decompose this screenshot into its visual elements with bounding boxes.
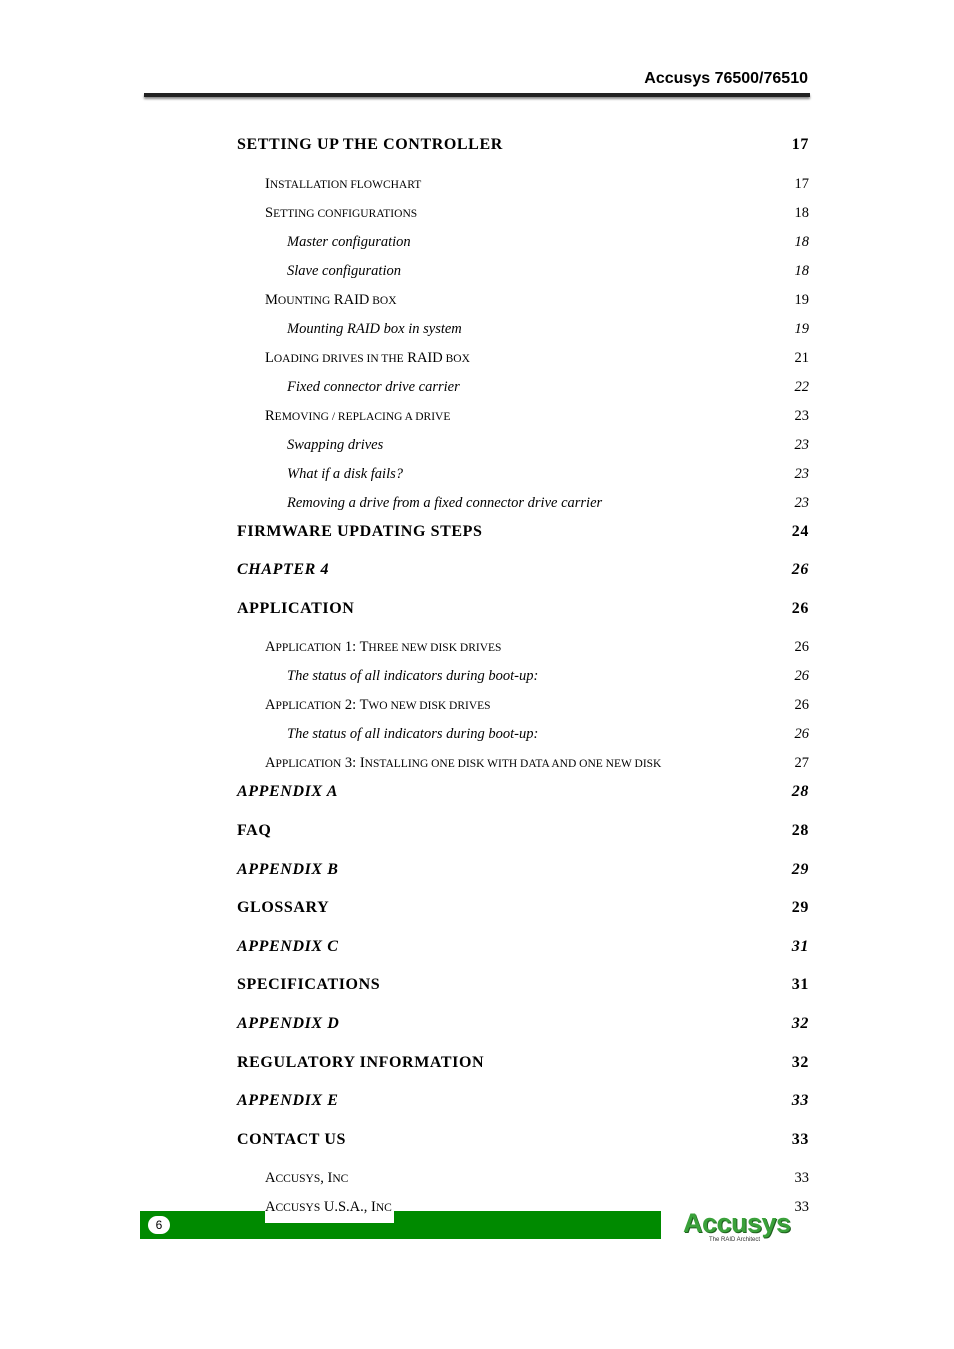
toc-entry-title	[287, 489, 604, 518]
toc-entry[interactable]	[237, 170, 809, 199]
toc-entry-title	[237, 131, 505, 159]
toc-entry[interactable]	[237, 489, 809, 518]
toc-page-number: 29	[791, 856, 809, 884]
toc-entry-title	[237, 1010, 341, 1038]
toc-entry-text: RAID	[330, 291, 370, 308]
toc-entry-text: FAQ	[237, 821, 272, 839]
toc-entry-title	[265, 170, 423, 200]
toc-entry-title	[287, 662, 540, 691]
table-of-contents	[237, 131, 809, 1222]
toc-entry-text: SPECIFICATIONS	[237, 976, 381, 994]
footer-bar	[140, 1211, 661, 1239]
toc-entry[interactable]	[237, 856, 809, 895]
toc-entry-text: RAID	[403, 349, 443, 366]
toc-entry-smallcaps: NC	[332, 1173, 349, 1186]
toc-entry-smallcaps: BOX	[369, 294, 397, 307]
page-number: 6	[148, 1216, 170, 1234]
toc-entry-title	[265, 1164, 350, 1194]
toc-entry-title	[287, 720, 540, 749]
toc-page-number: 18	[794, 199, 810, 228]
toc-entry[interactable]	[237, 373, 809, 402]
toc-page-number: 33	[791, 1087, 809, 1115]
toc-entry[interactable]	[237, 1126, 809, 1165]
toc-page-number: 33	[794, 1164, 810, 1193]
toc-entry-title	[237, 894, 331, 922]
toc-page-number: 18	[794, 257, 810, 286]
toc-entry-title	[237, 856, 341, 884]
toc-entry-smallcaps: CCUSYS	[275, 1202, 321, 1215]
toc-entry-text: APPLICATION	[237, 599, 355, 617]
toc-entry-title	[287, 373, 462, 402]
toc-entry-text: 2: T	[341, 697, 369, 714]
toc-page-number: 29	[791, 894, 809, 922]
toc-entry[interactable]	[237, 228, 809, 257]
toc-entry[interactable]	[237, 1010, 809, 1049]
toc-entry-text: CHAPTER 4	[237, 561, 330, 579]
toc-entry-text: REGULATORY INFORMATION	[237, 1053, 485, 1071]
toc-entry-initial: A	[265, 755, 276, 772]
toc-entry-text: APPENDIX C	[237, 937, 339, 955]
toc-entry[interactable]	[237, 778, 809, 817]
toc-entry[interactable]	[237, 894, 809, 933]
toc-entry-text: Slave configuration	[287, 262, 401, 279]
toc-page-number: 26	[794, 662, 810, 691]
toc-entry[interactable]	[237, 1164, 809, 1193]
logo-wordmark: Accusys	[683, 1208, 791, 1238]
toc-entry-text: APPENDIX A	[237, 783, 338, 801]
toc-entry-title	[237, 971, 382, 999]
toc-entry-initial: A	[265, 1199, 276, 1216]
toc-entry-text: The status of all indicators during boot-up:	[287, 668, 539, 685]
toc-entry-initial: M	[265, 291, 278, 308]
toc-entry-smallcaps: EMOVING / REPLACING A DRIVE	[274, 410, 451, 423]
toc-entry-text: Removing a drive from a fixed connector drive carrier	[287, 494, 603, 511]
toc-page-number: 21	[794, 344, 810, 373]
toc-entry-title	[237, 1126, 348, 1154]
toc-entry-smallcaps: PPLICATION	[275, 642, 342, 655]
toc-entry-smallcaps: NSTALLING ONE DISK WITH DATA AND ONE NEW DISK	[364, 758, 662, 771]
toc-entry[interactable]	[237, 402, 809, 431]
toc-entry-smallcaps: WO NEW DISK DRIVES	[368, 700, 491, 713]
toc-entry[interactable]	[237, 933, 809, 972]
toc-entry-text: Swapping drives	[287, 436, 384, 453]
toc-entry-title	[237, 817, 273, 845]
toc-entry-text: U.S.A., I	[320, 1199, 376, 1216]
toc-entry-initial: A	[265, 697, 276, 714]
toc-entry-text: 3: I	[341, 755, 365, 772]
toc-page-number: 22	[794, 373, 810, 402]
toc-page-number: 27	[794, 749, 810, 778]
toc-page-number: 31	[791, 933, 809, 961]
toc-page-number: 19	[794, 315, 810, 344]
toc-entry-title	[265, 402, 452, 432]
toc-entry[interactable]	[237, 595, 809, 634]
toc-entry-text: What if a disk fails?	[287, 465, 403, 482]
toc-page-number: 19	[794, 286, 810, 315]
toc-entry-title	[265, 199, 419, 229]
toc-entry-initial: S	[265, 204, 274, 221]
toc-entry-title	[265, 749, 663, 779]
toc-page-number: 28	[791, 817, 809, 845]
toc-entry-text: FIRMWARE UPDATING STEPS	[237, 522, 483, 540]
toc-entry-smallcaps: ETTING CONFIGURATIONS	[273, 207, 418, 220]
toc-page-number: 24	[791, 518, 809, 546]
running-header-title: Accusys 76500/76510	[644, 70, 808, 87]
toc-entry[interactable]	[237, 257, 809, 286]
accusys-logo	[683, 1210, 793, 1244]
toc-page-number: 17	[791, 131, 809, 159]
toc-entry-smallcaps: OADING DRIVES IN THE	[273, 352, 404, 365]
toc-entry[interactable]	[237, 817, 809, 856]
toc-entry[interactable]	[237, 286, 809, 315]
toc-entry-text: APPENDIX D	[237, 1014, 340, 1032]
toc-entry[interactable]	[237, 199, 809, 228]
toc-entry-title	[287, 315, 464, 344]
toc-page-number: 32	[791, 1049, 809, 1077]
toc-entry-text: Mounting RAID box in system	[287, 320, 462, 337]
toc-entry-smallcaps: BOX	[442, 352, 470, 365]
toc-entry[interactable]	[237, 344, 809, 373]
toc-page-number: 26	[794, 720, 810, 749]
toc-page-number: 33	[791, 1126, 809, 1154]
toc-entry[interactable]	[237, 1087, 809, 1126]
toc-entry[interactable]	[237, 556, 809, 595]
toc-page-number: 32	[791, 1010, 809, 1038]
logo-tagline: The RAID Architect	[709, 1237, 761, 1243]
toc-page-number: 17	[794, 170, 810, 199]
toc-entry[interactable]	[237, 1049, 809, 1088]
toc-page-number: 31	[791, 971, 809, 999]
toc-entry-text: Fixed connector drive carrier	[287, 378, 460, 395]
toc-entry-initial: R	[265, 407, 275, 424]
toc-page-number: 18	[794, 228, 810, 257]
toc-entry[interactable]	[237, 633, 809, 662]
toc-entry-initial: I	[265, 175, 270, 192]
toc-entry[interactable]	[237, 131, 809, 170]
toc-entry-title	[265, 1193, 394, 1223]
toc-entry-title	[265, 286, 399, 316]
toc-page-number: 26	[794, 691, 810, 720]
toc-page-number: 23	[794, 460, 810, 489]
toc-entry-title	[237, 1049, 486, 1077]
toc-entry-initial: A	[265, 639, 276, 656]
toc-entry-initial: A	[265, 1170, 276, 1187]
toc-entry[interactable]	[237, 460, 809, 489]
toc-entry-smallcaps: CCUSYS	[275, 1173, 321, 1186]
toc-entry-text: GLOSSARY	[237, 899, 330, 917]
toc-entry-text: 1: T	[341, 639, 369, 656]
toc-entry-title	[287, 228, 413, 257]
toc-page-number: 28	[791, 778, 809, 806]
toc-entry-text: APPENDIX E	[237, 1092, 339, 1110]
toc-entry-title	[265, 344, 472, 374]
header-rule	[144, 93, 810, 97]
toc-entry-text: The status of all indicators during boot-up:	[287, 726, 539, 743]
toc-entry-text: CONTACT US	[237, 1130, 346, 1148]
toc-entry-title	[265, 633, 503, 663]
toc-entry-text: SETTING UP THE CONTROLLER	[237, 136, 503, 153]
toc-entry[interactable]	[237, 518, 809, 557]
toc-entry-title	[265, 691, 493, 721]
toc-entry-title	[237, 778, 340, 806]
toc-entry[interactable]	[237, 971, 809, 1010]
toc-entry[interactable]	[237, 749, 809, 778]
toc-entry-text: APPENDIX B	[237, 860, 339, 878]
toc-entry-title	[237, 518, 485, 546]
toc-entry-text: , I	[320, 1170, 333, 1187]
toc-entry-initial: L	[265, 349, 274, 366]
toc-page-number: 26	[791, 595, 809, 623]
toc-entry-smallcaps: PPLICATION	[275, 758, 342, 771]
toc-page-number: 23	[794, 431, 810, 460]
toc-entry[interactable]	[237, 720, 809, 749]
toc-entry-smallcaps: NC	[375, 1202, 392, 1215]
toc-entry[interactable]	[237, 691, 809, 720]
toc-entry-smallcaps: HREE NEW DISK DRIVES	[368, 642, 502, 655]
toc-entry[interactable]	[237, 315, 809, 344]
toc-page-number: 23	[794, 489, 810, 518]
toc-entry[interactable]	[237, 431, 809, 460]
toc-page-number: 26	[794, 633, 810, 662]
toc-page-number: 23	[794, 402, 810, 431]
toc-entry-text: Master configuration	[287, 233, 411, 250]
toc-entry-smallcaps: NSTALLATION FLOWCHART	[269, 178, 422, 191]
toc-entry-smallcaps: OUNTING	[277, 294, 331, 307]
toc-entry-title	[237, 595, 356, 623]
toc-entry-title	[287, 431, 385, 460]
toc-entry-smallcaps: PPLICATION	[275, 700, 342, 713]
toc-entry-title	[237, 556, 331, 584]
toc-page-number: 26	[791, 556, 809, 584]
toc-entry-title	[237, 933, 341, 961]
toc-entry-title	[287, 460, 405, 489]
toc-page-number: 33	[794, 1193, 810, 1222]
toc-entry-title	[237, 1087, 341, 1115]
toc-entry-title	[287, 257, 403, 286]
toc-entry[interactable]	[237, 662, 809, 691]
